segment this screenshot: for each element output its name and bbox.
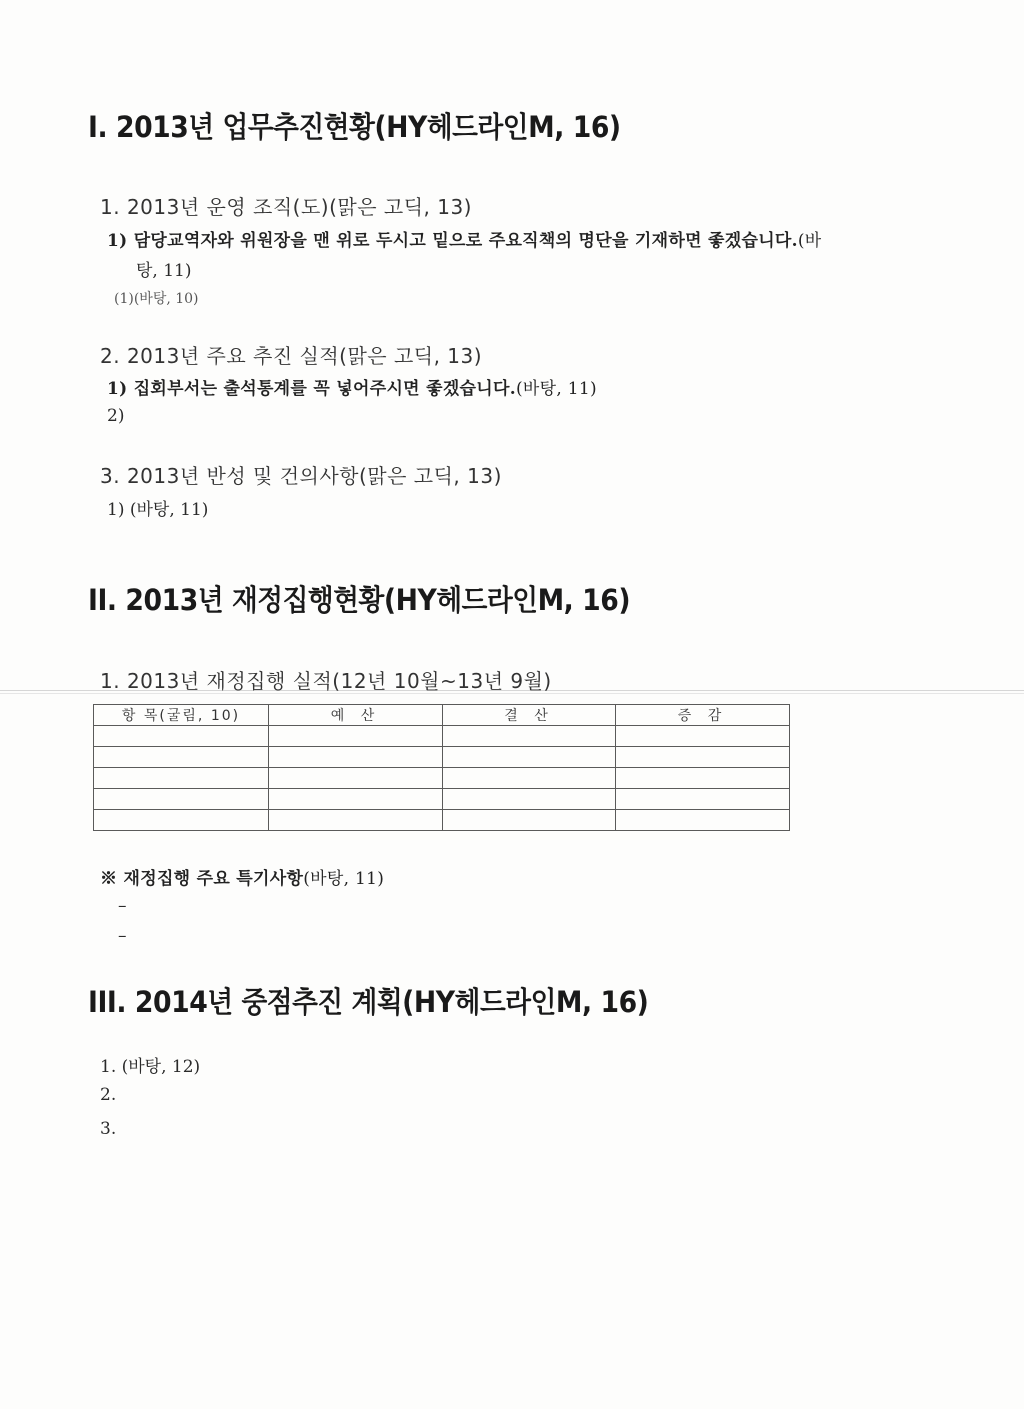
header-item: 항 목(굴림, 10) bbox=[94, 705, 269, 726]
table-row bbox=[94, 789, 790, 810]
table-cell[interactable] bbox=[269, 747, 443, 768]
section-1-title: I. 2013년 업무추진현황(HY헤드라인M, 16) bbox=[88, 110, 621, 144]
section-1-sub-2-item-1 bbox=[107, 374, 597, 399]
section-1-sub-3: 3. 2013년 반성 및 건의사항(맑은 고딕, 13) bbox=[100, 464, 502, 488]
table-cell[interactable] bbox=[94, 789, 269, 810]
table-cell[interactable] bbox=[443, 768, 616, 789]
item-bold-text: 1) 담당교역자와 위원장을 맨 위로 두시고 밑으로 주요직책의 명단을 기재하면 좋겠습니다. bbox=[107, 231, 798, 251]
header-change: 증 감 bbox=[616, 705, 790, 726]
section-1-sub-3-item-1: 1) (바탕, 11) bbox=[107, 500, 209, 520]
table-cell[interactable] bbox=[616, 747, 790, 768]
note-font-note: (바탕, 11) bbox=[303, 869, 385, 889]
table-row bbox=[94, 726, 790, 747]
table-cell[interactable] bbox=[94, 747, 269, 768]
item-bold-text: 1) 집회부서는 출석통계를 꼭 넣어주시면 좋겠습니다. bbox=[107, 379, 516, 399]
table-cell[interactable] bbox=[94, 768, 269, 789]
section-1-sub-1-item-1-cont: 탕, 11) bbox=[136, 261, 192, 281]
item-font-note: (바탕, 11) bbox=[515, 379, 597, 399]
table-cell[interactable] bbox=[443, 789, 616, 810]
section-3-title: III. 2014년 중점추진 계획(HY헤드라인M, 16) bbox=[88, 985, 649, 1019]
table-row bbox=[94, 810, 790, 831]
table-cell[interactable] bbox=[94, 726, 269, 747]
table-row bbox=[94, 747, 790, 768]
section-2-title: II. 2013년 재정집행현황(HY헤드라인M, 16) bbox=[88, 583, 631, 617]
table-row bbox=[94, 768, 790, 789]
section-1-sub-1-item-1 bbox=[107, 226, 822, 251]
table-cell[interactable] bbox=[269, 810, 443, 831]
table-cell[interactable] bbox=[616, 789, 790, 810]
finance-note bbox=[100, 864, 384, 889]
finance-note-dash-2: – bbox=[118, 926, 127, 946]
table-cell[interactable] bbox=[616, 768, 790, 789]
section-3-item-3: 3. bbox=[100, 1119, 117, 1139]
section-1-sub-1-item-1-sub: (1)(바탕, 10) bbox=[114, 291, 199, 307]
table-cell[interactable] bbox=[269, 726, 443, 747]
finance-table bbox=[93, 704, 790, 831]
section-3-item-1: 1. (바탕, 12) bbox=[100, 1057, 201, 1077]
finance-note-dash-1: – bbox=[118, 896, 127, 916]
item-font-note: (바 bbox=[797, 231, 822, 251]
section-1-sub-1: 1. 2013년 운영 조직(도)(맑은 고딕, 13) bbox=[100, 195, 472, 219]
section-1-sub-2: 2. 2013년 주요 추진 실적(맑은 고딕, 13) bbox=[100, 344, 483, 368]
table-cell[interactable] bbox=[443, 726, 616, 747]
table-cell[interactable] bbox=[616, 726, 790, 747]
section-1-sub-2-item-2: 2) bbox=[107, 406, 125, 426]
table-header-row bbox=[94, 705, 790, 726]
note-bold-text: ※ 재정집행 주요 특기사항 bbox=[100, 869, 304, 889]
header-budget: 예 산 bbox=[269, 705, 443, 726]
table-cell[interactable] bbox=[269, 768, 443, 789]
table-cell[interactable] bbox=[269, 789, 443, 810]
table-cell[interactable] bbox=[616, 810, 790, 831]
table-cell[interactable] bbox=[443, 747, 616, 768]
table-cell[interactable] bbox=[443, 810, 616, 831]
section-2-sub-1: 1. 2013년 재정집행 실적(12년 10월~13년 9월) bbox=[100, 669, 552, 693]
header-settlement: 결 산 bbox=[443, 705, 616, 726]
section-3-item-2: 2. bbox=[100, 1085, 117, 1105]
table-cell[interactable] bbox=[94, 810, 269, 831]
